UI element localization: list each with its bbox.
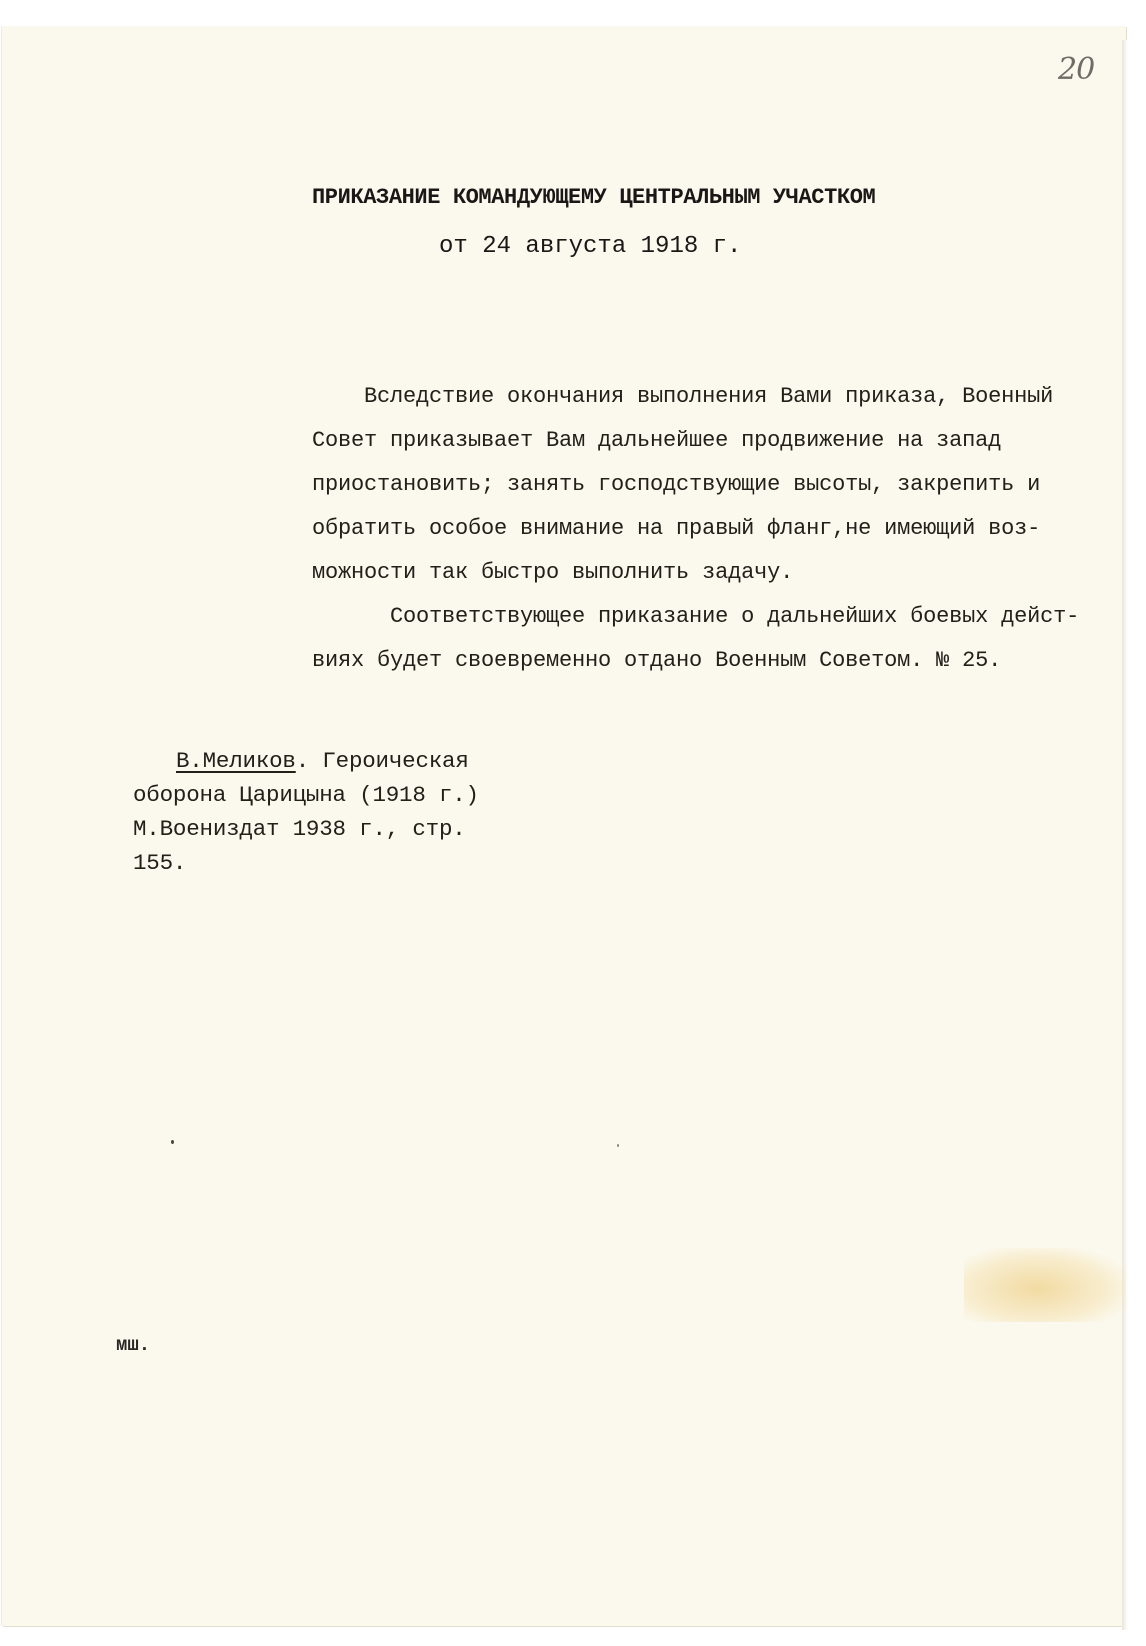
body-line: Вследствие окончания выполнения Вами приказа, Военный xyxy=(312,384,1054,409)
citation-line xyxy=(176,748,469,774)
typist-initials: мш. xyxy=(116,1334,151,1356)
document-date: от 24 августа 1918 г. xyxy=(439,233,742,260)
body-line: приостановить; занять господствующие высоты, закрепить и xyxy=(312,472,1041,497)
body-line: Совет приказывает Вам дальнейшее продвижение на запад xyxy=(312,428,1002,453)
citation-title-start: . Героическая xyxy=(295,748,469,774)
citation-author: В.Меликов xyxy=(176,748,296,774)
citation-line: оборона Царицына (1918 г.) xyxy=(133,782,479,808)
body-line: обратить особое внимание на правый фланг,не имеющий воз- xyxy=(312,516,1041,541)
paper-stain xyxy=(964,1248,1126,1322)
handwritten-page-number: 20 xyxy=(1058,52,1095,87)
citation-line: 155. xyxy=(133,850,187,876)
citation-line: М.Воениздат 1938 г., стр. xyxy=(133,816,466,842)
ink-speck xyxy=(171,1140,174,1144)
body-line: Соответствующее приказание о дальнейших боевых дейст- xyxy=(312,604,1080,629)
ink-speck xyxy=(617,1144,619,1147)
body-line: можности так быстро выполнить задачу. xyxy=(312,560,794,585)
document-title: ПРИКАЗАНИЕ КОМАНДУЮЩЕМУ ЦЕНТРАЛЬНЫМ УЧАСТКОМ xyxy=(312,185,876,210)
page-edge-shadow xyxy=(1122,40,1128,1630)
body-line: виях будет своевременно отдано Военным Советом. № 25. xyxy=(312,648,1002,673)
